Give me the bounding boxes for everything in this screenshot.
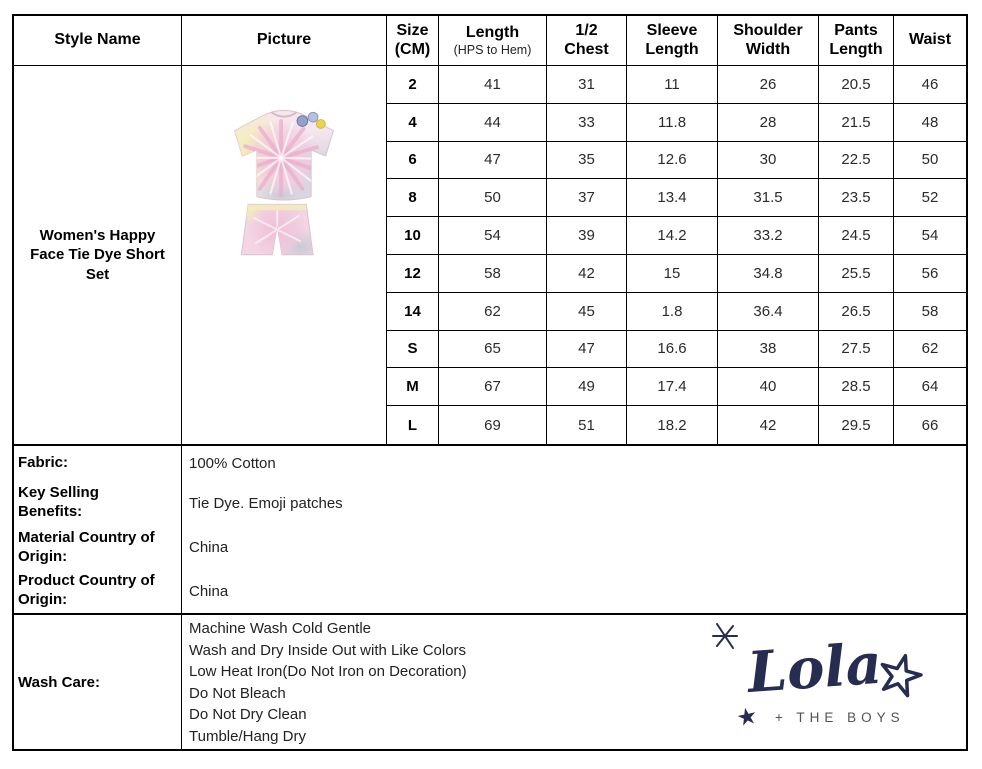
pants-cell: 23.5 — [819, 179, 894, 217]
waist-cell: 52 — [894, 179, 966, 217]
benefits-label-line1: Key Selling — [18, 484, 99, 502]
chest-cell: 37 — [547, 179, 627, 217]
waist-cell: 54 — [894, 217, 966, 255]
material-origin-value-text: China — [189, 539, 229, 556]
product-origin-value — [182, 569, 966, 613]
col-header-sleeve-length — [627, 16, 718, 66]
size-cell: S — [387, 331, 439, 369]
material-origin-value — [182, 526, 966, 569]
chest-cell: 47 — [547, 331, 627, 369]
size-cell: 6 — [387, 142, 439, 180]
chest-cell: 51 — [547, 406, 627, 444]
shoulder-cell: 36.4 — [718, 293, 819, 331]
key-selling-benefits-label — [14, 480, 182, 526]
fabric-value-text: 100% Cotton — [189, 454, 276, 472]
pants-cell: 20.5 — [819, 66, 894, 104]
col-header-picture-label: Picture — [256, 31, 312, 49]
pants-cell: 24.5 — [819, 217, 894, 255]
sleeve-cell: 12.6 — [627, 142, 718, 180]
col-header-shoulder-line2: Width — [745, 40, 791, 58]
shoulder-cell: 26 — [718, 66, 819, 104]
material-origin-label-line1: Material Country of — [18, 528, 155, 546]
size-cell: 2 — [387, 66, 439, 104]
wash-care-section — [14, 613, 966, 749]
fabric-label-text: Fabric: — [18, 453, 69, 471]
col-header-waist — [894, 16, 966, 66]
size-chart — [14, 16, 966, 444]
size-cell: 4 — [387, 104, 439, 142]
waist-cell: 50 — [894, 142, 966, 180]
pants-cell: 22.5 — [819, 142, 894, 180]
shoulder-cell: 42 — [718, 406, 819, 444]
col-header-length-subtitle: (HPS to Hem) — [453, 42, 532, 57]
picture-cell — [182, 66, 387, 444]
material-origin-label-line2: Origin: — [18, 547, 68, 565]
wash-care-line: Tumble/Hang Dry — [189, 727, 306, 745]
col-header-style-name — [14, 16, 182, 66]
chest-cell: 42 — [547, 255, 627, 293]
length-cell: 47 — [439, 142, 547, 180]
waist-cell: 62 — [894, 331, 966, 369]
size-cell: 14 — [387, 293, 439, 331]
chest-cell: 31 — [547, 66, 627, 104]
col-header-style-name-label: Style Name — [54, 31, 141, 49]
waist-cell: 66 — [921, 416, 939, 434]
wash-care-label-text: Wash Care: — [18, 673, 100, 691]
col-header-waist-label: Waist — [908, 31, 952, 49]
style-name-cell — [14, 66, 182, 444]
brand-script-text: Lola — [745, 630, 884, 706]
tie-dye-shorts — [226, 196, 326, 264]
length-cell: 69 — [439, 406, 547, 444]
pants-cell: 27.5 — [819, 331, 894, 369]
wash-care-line: Low Heat Iron(Do Not Iron on Decoration) — [189, 663, 467, 681]
shoulder-cell: 33.2 — [718, 217, 819, 255]
pants-cell: 28.5 — [819, 368, 894, 406]
star-outline-icon — [876, 651, 924, 698]
sleeve-cell: 1.8 — [627, 293, 718, 331]
product-origin-label — [14, 569, 182, 613]
col-header-size-line2: (CM) — [394, 40, 431, 58]
shoulder-cell: 31.5 — [718, 179, 819, 217]
brand-subtext: + THE BOYS — [775, 710, 905, 725]
product-origin-label-line1: Product Country of — [18, 572, 155, 590]
col-header-size — [387, 16, 439, 66]
col-header-sleeve-line1: Sleeve — [646, 21, 698, 39]
fabric-label — [14, 446, 182, 480]
length-cell: 44 — [439, 104, 547, 142]
col-header-length-label: Length — [465, 23, 520, 41]
size-cell: 8 — [387, 179, 439, 217]
length-cell: 41 — [439, 66, 547, 104]
chest-cell: 33 — [547, 104, 627, 142]
length-cell: 65 — [439, 331, 547, 369]
shoulder-cell: 30 — [718, 142, 819, 180]
wash-care-line: Do Not Dry Clean — [189, 706, 307, 724]
sleeve-cell: 17.4 — [627, 368, 718, 406]
waist-cell: 56 — [894, 255, 966, 293]
size-cell: L — [387, 406, 439, 444]
sleeve-cell: 11 — [627, 66, 718, 104]
col-header-picture — [182, 16, 387, 66]
col-header-pants-length — [819, 16, 894, 66]
waist-cell: 58 — [894, 293, 966, 331]
product-origin-value-text: China — [189, 582, 229, 600]
sleeve-cell: 11.8 — [627, 104, 718, 142]
col-header-pants-line2: Length — [829, 40, 883, 58]
product-photo — [221, 106, 347, 264]
sleeve-cell: 18.2 — [627, 406, 718, 444]
size-cell: 12 — [387, 255, 439, 293]
sleeve-cell: 15 — [627, 255, 718, 293]
col-header-shoulder-width — [718, 16, 819, 66]
sparkle-icon — [713, 624, 737, 648]
col-header-chest-line2: Chest — [564, 40, 609, 58]
col-header-half-chest — [547, 16, 627, 66]
shoulder-cell: 34.8 — [718, 255, 819, 293]
length-cell: 67 — [439, 368, 547, 406]
length-cell: 50 — [439, 179, 547, 217]
star-filled-icon — [736, 706, 757, 726]
size-cell: 10 — [387, 217, 439, 255]
wash-care-label — [14, 615, 182, 749]
chest-cell: 39 — [547, 217, 627, 255]
chest-cell: 45 — [547, 293, 627, 331]
spec-table — [12, 14, 968, 751]
wash-care-line: Wash and Dry Inside Out with Like Colors — [189, 641, 467, 659]
benefits-label-line2: Benefits: — [18, 503, 83, 520]
length-cell: 58 — [439, 255, 547, 293]
chest-cell: 49 — [547, 368, 627, 406]
waist-cell: 64 — [894, 368, 966, 406]
pants-cell: 29.5 — [819, 406, 894, 444]
sleeve-cell: 14.2 — [627, 217, 718, 255]
shoulder-cell: 40 — [718, 368, 819, 406]
col-header-sleeve-line2: Length — [645, 40, 699, 58]
col-header-shoulder-line1: Shoulder — [733, 21, 803, 39]
length-cell: 62 — [439, 293, 547, 331]
pants-cell: 26.5 — [819, 293, 894, 331]
col-header-pants-line1: Pants — [834, 21, 878, 39]
shoulder-cell: 28 — [718, 104, 819, 142]
waist-cell: 46 — [894, 66, 966, 104]
col-header-length — [439, 16, 547, 66]
wash-care-line: Do Not Bleach — [189, 684, 286, 702]
sleeve-cell: 16.6 — [627, 331, 718, 369]
wash-care-line: Machine Wash Cold Gentle — [189, 620, 372, 637]
pants-cell: 21.5 — [819, 104, 894, 142]
fabric-value — [182, 446, 966, 480]
col-header-chest-line1: 1/2 — [575, 21, 598, 39]
product-origin-label-line2: Origin: — [18, 591, 68, 608]
size-cell: M — [387, 368, 439, 406]
material-origin-label — [14, 526, 182, 569]
col-header-size-line1: Size — [396, 21, 429, 39]
shoulder-cell: 38 — [718, 331, 819, 369]
benefits-value-text: Tie Dye. Emoji patches — [189, 494, 343, 512]
brand-logo — [667, 616, 957, 742]
length-cell: 54 — [439, 217, 547, 255]
key-selling-benefits-value — [182, 480, 966, 526]
product-details — [14, 444, 966, 613]
waist-cell: 48 — [894, 104, 966, 142]
sleeve-cell: 13.4 — [627, 179, 718, 217]
chest-cell: 35 — [547, 142, 627, 180]
style-name-text: Women's Happy Face Tie Dye Short Set — [30, 226, 165, 283]
pants-cell: 25.5 — [819, 255, 894, 293]
